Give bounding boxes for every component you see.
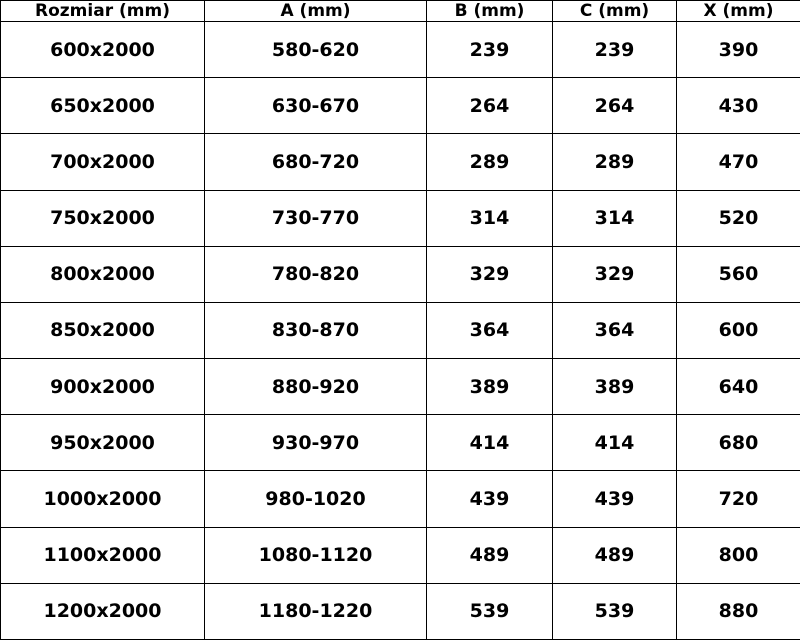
cell-c: 414	[553, 415, 677, 471]
column-header-x: X (mm)	[677, 1, 800, 22]
cell-rozmiar: 750x2000	[1, 190, 205, 246]
table-header	[1, 1, 800, 22]
cell-rozmiar: 950x2000	[1, 415, 205, 471]
cell-rozmiar: 800x2000	[1, 246, 205, 302]
cell-b: 439	[427, 471, 553, 527]
cell-c: 264	[553, 78, 677, 134]
cell-x: 520	[677, 190, 800, 246]
cell-b: 389	[427, 359, 553, 415]
column-header-c: C (mm)	[553, 1, 677, 22]
cell-c: 289	[553, 134, 677, 190]
table-row	[1, 246, 800, 302]
cell-a: 980-1020	[205, 471, 427, 527]
cell-rozmiar: 1000x2000	[1, 471, 205, 527]
cell-x: 720	[677, 471, 800, 527]
cell-a: 1180-1220	[205, 583, 427, 639]
cell-x: 800	[677, 527, 800, 583]
cell-x: 640	[677, 359, 800, 415]
cell-a: 630-670	[205, 78, 427, 134]
cell-x: 470	[677, 134, 800, 190]
cell-c: 389	[553, 359, 677, 415]
cell-b: 264	[427, 78, 553, 134]
table-body	[1, 22, 800, 640]
cell-x: 680	[677, 415, 800, 471]
cell-rozmiar: 700x2000	[1, 134, 205, 190]
cell-b: 289	[427, 134, 553, 190]
cell-rozmiar: 900x2000	[1, 359, 205, 415]
table-row	[1, 134, 800, 190]
cell-a: 580-620	[205, 22, 427, 78]
column-header-rozmiar: Rozmiar (mm)	[1, 1, 205, 22]
cell-c: 539	[553, 583, 677, 639]
cell-a: 880-920	[205, 359, 427, 415]
cell-x: 390	[677, 22, 800, 78]
cell-x: 560	[677, 246, 800, 302]
table-row	[1, 415, 800, 471]
cell-b: 364	[427, 302, 553, 358]
table-row	[1, 302, 800, 358]
cell-rozmiar: 650x2000	[1, 78, 205, 134]
cell-rozmiar: 600x2000	[1, 22, 205, 78]
cell-x: 880	[677, 583, 800, 639]
cell-b: 239	[427, 22, 553, 78]
column-header-a: A (mm)	[205, 1, 427, 22]
cell-b: 489	[427, 527, 553, 583]
column-header-b: B (mm)	[427, 1, 553, 22]
table-header-row	[1, 1, 800, 22]
cell-a: 680-720	[205, 134, 427, 190]
cell-c: 364	[553, 302, 677, 358]
cell-a: 1080-1120	[205, 527, 427, 583]
cell-c: 329	[553, 246, 677, 302]
cell-b: 414	[427, 415, 553, 471]
cell-b: 329	[427, 246, 553, 302]
cell-c: 314	[553, 190, 677, 246]
cell-x: 600	[677, 302, 800, 358]
cell-c: 439	[553, 471, 677, 527]
cell-a: 930-970	[205, 415, 427, 471]
cell-b: 314	[427, 190, 553, 246]
table-row	[1, 583, 800, 639]
cell-rozmiar: 1200x2000	[1, 583, 205, 639]
cell-a: 830-870	[205, 302, 427, 358]
cell-rozmiar: 1100x2000	[1, 527, 205, 583]
cell-x: 430	[677, 78, 800, 134]
cell-a: 780-820	[205, 246, 427, 302]
cell-rozmiar: 850x2000	[1, 302, 205, 358]
table-row	[1, 359, 800, 415]
table-row	[1, 78, 800, 134]
table-row	[1, 471, 800, 527]
cell-c: 489	[553, 527, 677, 583]
table-row	[1, 22, 800, 78]
cell-a: 730-770	[205, 190, 427, 246]
cell-c: 239	[553, 22, 677, 78]
table-row	[1, 527, 800, 583]
cell-b: 539	[427, 583, 553, 639]
table-row	[1, 190, 800, 246]
